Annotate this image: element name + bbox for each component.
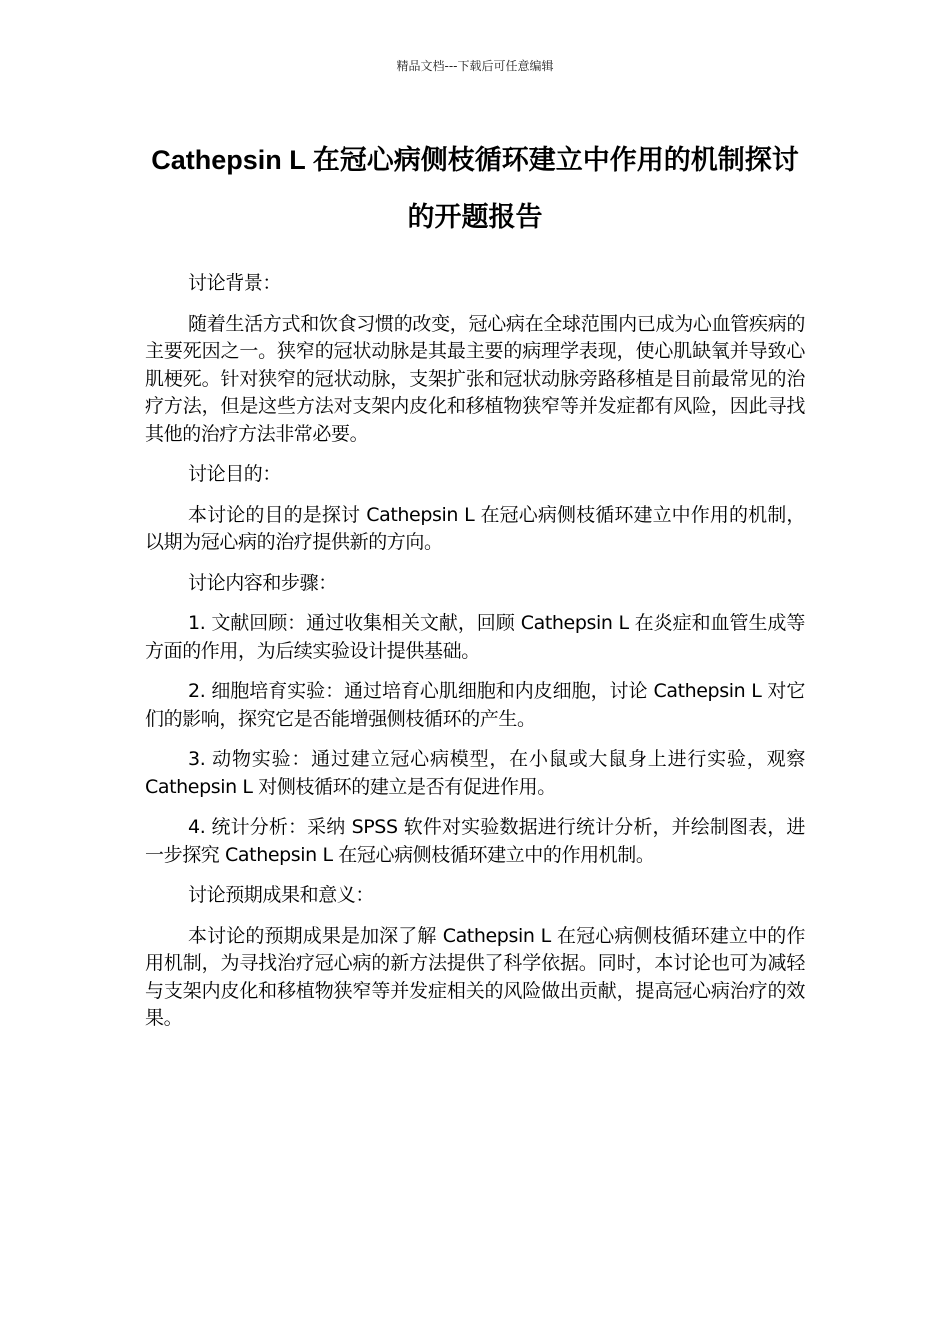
purpose-paragraph: 本讨论的目的是探讨 Cathepsin L 在冠心病侧枝循环建立中作用的机制，以期为冠心病的治疗提供新的方向。 xyxy=(145,503,805,553)
section-heading-purpose: 讨论目的： xyxy=(188,463,282,485)
section-heading-background: 讨论背景： xyxy=(188,272,282,294)
section-heading-expected-results: 讨论预期成果和意义： xyxy=(188,884,375,906)
document-title: Cathepsin L 在冠心病侧枝循环建立中作用的机制探讨的开题报告 xyxy=(151,145,799,232)
page-header: 精品文档---下载后可任意编辑 xyxy=(396,59,554,73)
step-animal-experiment: 3. 动物实验：通过建立冠心病模型，在小鼠或大鼠身上进行实验，观察 Cathepsin L 对侧枝循环的建立是否有促进作用。 xyxy=(145,748,805,798)
background-paragraph: 随着生活方式和饮食习惯的改变，冠心病在全球范围内已成为心血管疾病的主要死因之一。狭窄的冠状动脉是其最主要的病理学表现，使心肌缺氧并导致心肌梗死。针对狭窄的冠状动脉，支架扩张和冠状动脉旁路移植是目前最常见的治疗方法，但是这些方法对支架内皮化和移植物狭窄等并发症都有风险，因此寻找其他的治疗方法非常必要。 xyxy=(145,312,805,445)
expected-results-paragraph: 本讨论的预期成果是加深了解 Cathepsin L 在冠心病侧枝循环建立中的作用机制，为寻找治疗冠心病的新方法提供了科学依据。同时，本讨论也可为减轻与支架内皮化和移植物狭窄等并发症相关的风险做出贡献，提高冠心病治疗的效果。 xyxy=(145,924,805,1029)
step-statistical-analysis: 4. 统计分析：采纳 SPSS 软件对实验数据进行统计分析，并绘制图表，进一步探究 Cathepsin L 在冠心病侧枝循环建立中的作用机制。 xyxy=(145,816,805,866)
step-cell-culture: 2. 细胞培育实验：通过培育心肌细胞和内皮细胞，讨论 Cathepsin L 对它们的影响，探究它是否能增强侧枝循环的产生。 xyxy=(145,680,805,730)
step-literature-review: 1. 文献回顾：通过收集相关文献，回顾 Cathepsin L 在炎症和血管生成等方面的作用，为后续实验设计提供基础。 xyxy=(145,612,805,662)
section-heading-content-steps: 讨论内容和步骤： xyxy=(188,571,337,594)
document-body xyxy=(145,270,805,1046)
